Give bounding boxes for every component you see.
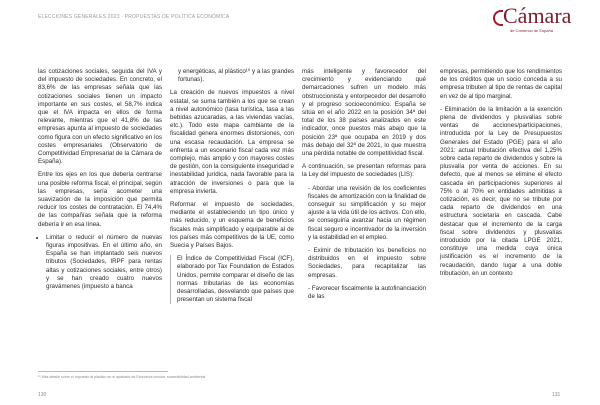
reform-item: - Eximir de tributación los beneficios no distribuidos en el impuesto sobre Sociedades, para recapitalizar las empresas. — [308, 247, 426, 279]
paragraph: y energéticas, al plástico¹⁰ y a las grandes fortunas). — [178, 68, 294, 84]
paragraph: A continuación, se presentan reformas para la Ley del impuesto de sociedades (LIS): — [302, 163, 426, 179]
list-item: • Limitar o reducir el número de nuevas figuras impositivas. En el último año, en España se han implantado seis nuevos tributos (Sociedades, IRPF para rentas altas y cotizaciones sociales, entre otros) y se han creado cuatro nuevos gravámenes (impuesto a banca — [46, 234, 162, 291]
paragraph: Entre los ejes en los que debería centrarse una posible reforma fiscal, el principal, según las empresas, sería acometer una suavización de la imposición que permita reducir los costes de contratación. El 74,4% de las compañías señala que la reforma debería ir en esa línea. — [38, 171, 162, 228]
camara-logo — [493, 3, 573, 36]
logo-wordmark: Cámara — [503, 3, 572, 28]
bullet-list — [38, 234, 162, 291]
footnote: ¹⁰ Más detalle sobre el impuesto al plástico en el apartado de Economía circular, sostenibilidad ambiental — [38, 375, 206, 379]
paragraph: La creación de nuevos impuestos a nivel estatal, se suma también a los que se crean a nivel autonómico (tasa turística, tasa a las bebidas azucaradas, a las viviendas vacías, etc.). Todo este mapa cambiante de la fiscalidad genera enormes distorsiones, con una escasa recaudación. La empresa se enfrenta a un escenario fiscal cada vez más complejo, más amplio y con mayores costes de gestión, con la consiguiente inseguridad e inestabilidad jurídica, nada favorable para la atracción de inversiones o para que la empresa invierta. — [170, 89, 294, 195]
column-4 — [440, 68, 562, 283]
column-1 — [38, 68, 162, 296]
page-number-left: 130 — [38, 392, 47, 398]
reform-item: - Eliminación de la limitación a la exención plena de dividendos y plusvalías sobre ventas de acciones/participaciones, introducida por la Ley de Presupuestos Generales del Estado (PGE) para el año 2021: actual tributación efectiva del 1,25% sobre cada reparto de dividendos y sobre la plusvalía por venta de acciones. En su defecto, que al menos se elimine el efecto cascada en participaciones superiores al 75% o al 70% en entidades admitidas a cotización, es decir, que no se tribute por cada reparto de dividendos en una estructura societaria en cascada. Cabe destacar que el incremento de la carga fiscal sobre dividendos y plusvalías introducido por la citada LPGE 2021, constituye una medida cuya única justificación es el incremento de la recaudación, dando lugar a una doble tributación, en un contexto — [440, 105, 562, 277]
paragraph: Reformar el impuesto de sociedades, mediante el estableciendo un tipo único y más reducido, y un esquema de beneficios fiscales más simplificado y equiparable al de los países más competitivos de la UE, como Suecia y Países Bajos. — [170, 201, 294, 250]
paragraph: empresas, permitiendo que los rendimientos de los créditos que un socio conceda a su empresa tributen al tipo de rentas de capital en vez de al tipo marginal. — [440, 68, 562, 100]
icf-callout-continued: más inteligente y favorecedor del crecimiento y evidenciando qué demarcaciones sufren un modelo más obstruccionista y entorpecedor del desarrollo y el progreso socioeconómico. España se sitúa en el año 2022 en la posición 34ª del total de los 38 países analizados en este indicador, once puestos más abajo que la posición 23ª que ocupaba en 2019 y dos más debajo del 32ª de 2021, lo que muestra una pérdida notable de competitividad fiscal. — [302, 68, 426, 158]
running-header: ELECCIONES GENERALES 2023 · PROPUESTAS DE POLÍTICA ECONÓMICA — [38, 14, 230, 20]
column-2 — [170, 68, 294, 309]
icf-callout: El Índice de Competitividad Fiscal (ICF), elaborado por Tax Foundation de Estados Unidos, permite comparar el diseño de las normas tributarias de las economías desarrolladas, desvelando que países que presentan un sistema fiscal — [170, 255, 294, 304]
logo-subtitle: de Comercio de España — [510, 28, 553, 33]
logo-mark-icon — [493, 10, 503, 26]
footnote-divider — [38, 371, 168, 372]
reform-item: - Abordar una revisión de los coeficientes fiscales de amortización con la finalidad de conseguir su simplificación y su mejor ajuste a la vida útil de los activos. Con ello, se conseguiría avanzar hacia un régimen fiscal seguro e incentivador de la inversión y la estabilidad en el empleo. — [308, 184, 426, 241]
paragraph: las cotizaciones sociales, seguida del IVA y del impuesto de sociedades. En concreto, el 83,6% de las empresas señala que las cotizaciones sociales tienen un impacto importante en sus costes, el 58,7% indica que el IVA impacta en ellos de forma relevante, mientras que el 41,8% de las empresas apunta al impuesto de sociedades como figura con un efecto significativo en los costes empresariales (Observatorio de Competitividad Empresarial de la Cámara de España). — [38, 68, 162, 166]
reform-item: - Favorecer fiscalmente la autofinanciación de las — [308, 284, 426, 301]
column-3 — [302, 68, 426, 306]
page-number-right: 131 — [552, 392, 561, 398]
